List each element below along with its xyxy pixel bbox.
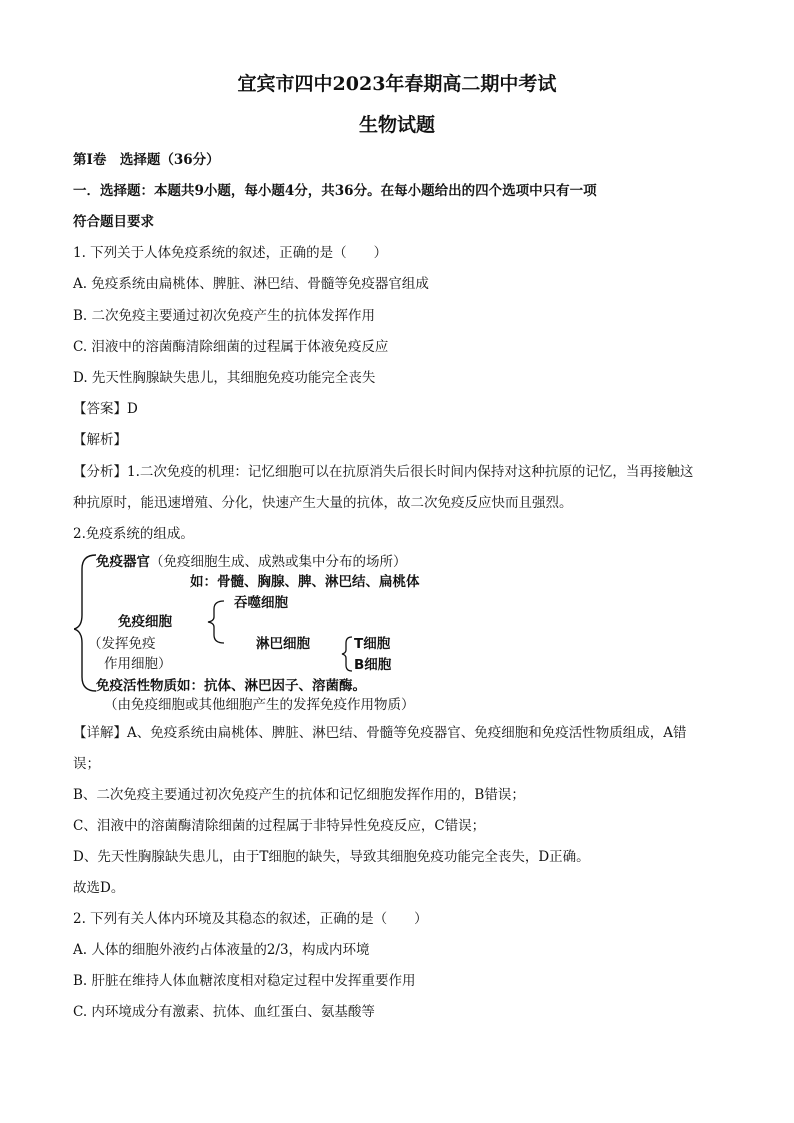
question1-detail-a-line1: 【详解】A、免疫系统由扁桃体、脾脏、淋巴结、骨髓等免疫器官、免疫细胞和免疫活性物质组成，A错 bbox=[73, 725, 687, 741]
diagram-b-cell: B细胞 bbox=[354, 657, 392, 673]
question1-option-b: B. 二次免疫主要通过初次免疫产生的抗体发挥作用 bbox=[73, 308, 376, 324]
diagram-cells-label: 免疫细胞 bbox=[118, 614, 172, 630]
diagram-cells-desc-line2: 作用细胞） bbox=[104, 656, 172, 672]
diagram-cells-desc-line1: （发挥免疫 bbox=[88, 636, 156, 652]
diagram-phagocyte: 吞噬细胞 bbox=[234, 595, 288, 611]
question2-option-a: A. 人体的细胞外液约占体液量的2/3，构成内环境 bbox=[73, 942, 370, 958]
question2-stem: 2. 下列有关人体内环境及其稳态的叙述，正确的是（ ） bbox=[73, 911, 428, 927]
question1-stem: 1. 下列关于人体免疫系统的叙述，正确的是（ ） bbox=[73, 245, 388, 261]
question2-option-b: B. 肝脏在维持人体血糖浓度相对稳定过程中发挥重要作用 bbox=[73, 973, 416, 989]
question1-analysis-point2: 2.免疫系统的组成。 bbox=[73, 526, 194, 542]
cells-brace-shape bbox=[208, 601, 224, 643]
question1-analysis-line2: 种抗原时，能迅速增殖、分化，快速产生大量的抗体，故二次免疫反应快而且强烈。 bbox=[73, 495, 573, 511]
question1-analysis-line1: 【分析】1.二次免疫的机理：记忆细胞可以在抗原消失后很长时间内保持对这种抗原的记忆，当再接触这 bbox=[73, 464, 694, 480]
diagram-active-substances-desc: （由免疫细胞或其他细胞产生的发挥免疫作用物质） bbox=[104, 697, 415, 713]
question1-option-a: A. 免疫系统由扁桃体、脾脏、淋巴结、骨髓等免疫器官组成 bbox=[73, 276, 429, 292]
diagram-t-cell: T细胞 bbox=[354, 636, 391, 652]
question1-analysis-label: 【解析】 bbox=[73, 432, 127, 448]
diagram-organs-examples: 如：骨髓、胸腺、脾、淋巴结、扁桃体 bbox=[190, 574, 420, 590]
diagram-organs-row bbox=[96, 553, 407, 571]
diagram-organs-desc: （免疫细胞生成、成熟或集中分布的场所） bbox=[150, 554, 407, 570]
question1-option-d: D. 先天性胸腺缺失患儿，其细胞免疫功能完全丧失 bbox=[73, 370, 376, 386]
diagram-organs-label: 免疫器官 bbox=[96, 554, 150, 570]
question1-answer: 【答案】D bbox=[73, 401, 138, 417]
diagram-active-substances: 免疫活性物质如：抗体、淋巴因子、溶菌酶。 bbox=[96, 678, 366, 694]
section-heading: 第Ⅰ卷 选择题（36分） bbox=[73, 152, 220, 168]
section-instruction-line1: 一．选择题：本题共9小题，每小题4分，共36分。在每小题给出的四个选项中只有一项 bbox=[73, 183, 597, 199]
large-brace-shape bbox=[74, 555, 96, 691]
question1-option-c: C. 泪液中的溶菌酶清除细菌的过程属于体液免疫反应 bbox=[73, 339, 389, 355]
question1-detail-d: D、先天性胸腺缺失患儿，由于T细胞的缺失，导致其细胞免疫功能完全丧失，D正确。 bbox=[73, 849, 590, 865]
question2-option-c: C. 内环境成分有激素、抗体、血红蛋白、氨基酸等 bbox=[73, 1004, 375, 1020]
question1-conclusion: 故选D。 bbox=[73, 880, 125, 896]
diagram-lymphocyte: 淋巴细胞 bbox=[256, 636, 310, 652]
question1-detail-a-line2: 误； bbox=[73, 756, 100, 772]
lymphocyte-brace-shape bbox=[342, 637, 352, 671]
question1-detail-c: C、泪液中的溶菌酶清除细菌的过程属于非特异性免疫反应，C错误； bbox=[73, 818, 486, 834]
question1-detail-b: B、二次免疫主要通过初次免疫产生的抗体和记忆细胞发挥作用的，B错误； bbox=[73, 787, 525, 803]
immune-system-diagram bbox=[74, 551, 534, 711]
exam-title: 宜宾市四中2023年春期高二期中考试 bbox=[237, 73, 557, 95]
exam-subject: 生物试题 bbox=[358, 114, 435, 136]
section-instruction-line2: 符合题目要求 bbox=[73, 214, 154, 230]
